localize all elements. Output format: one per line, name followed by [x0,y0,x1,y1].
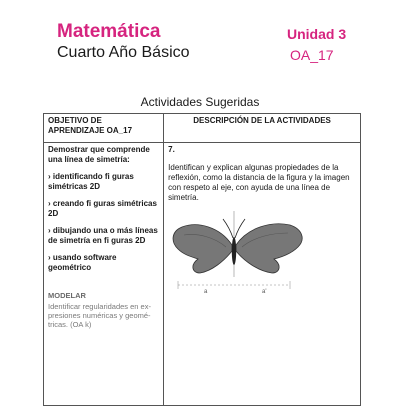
left-wing [173,225,232,273]
objective-column-header: OBJETIVO DE APRENDIZAJE OA_17 [44,114,164,143]
activities-table [43,113,361,406]
activity-text: Identifican y explican algunas propiedades de la reflexión, como la distancia de la figura y la imagen con respeto al eje, con ayuda de una línea de simetría. [168,163,350,202]
table-header-row [44,114,361,143]
butterfly-body [232,237,236,265]
description-column-header: DESCRIPCIÓN DE LA ACTIVIDADES [164,114,361,143]
distance-label-left: a [204,289,208,295]
objective-cell [44,143,164,406]
subject-title: Matemática [57,21,161,42]
butterfly-illustration [168,211,348,295]
objective-intro: Demostrar que comprende una línea de simetría: [48,145,150,164]
activity-number: 7. [168,145,175,154]
objective-item: › creando fi guras simétricas 2D [48,199,157,218]
table-row [44,143,361,406]
unit-label: Unidad 3 [287,26,347,42]
modelar-label: MODELAR [48,291,86,300]
objective-item: › usando software geométrico [48,253,117,272]
grade-subtitle: Cuarto Año Básico [57,44,190,61]
objective-code: OA_17 [290,47,334,63]
objective-item: › identificando fi guras simétricas 2D [48,172,134,191]
right-antenna [235,219,245,238]
right-wing [236,224,302,273]
distance-label-right: a' [262,289,267,295]
description-cell [164,143,361,406]
section-title: Actividades Sugeridas [140,95,260,109]
modelar-text: Identificar regularidades en ex-presiones numéricas y geomé-tricas. (OA k) [48,302,151,329]
objective-item: › dibujando una o más líneas de simetría en fi guras 2D [48,226,158,245]
left-antenna [223,219,233,238]
